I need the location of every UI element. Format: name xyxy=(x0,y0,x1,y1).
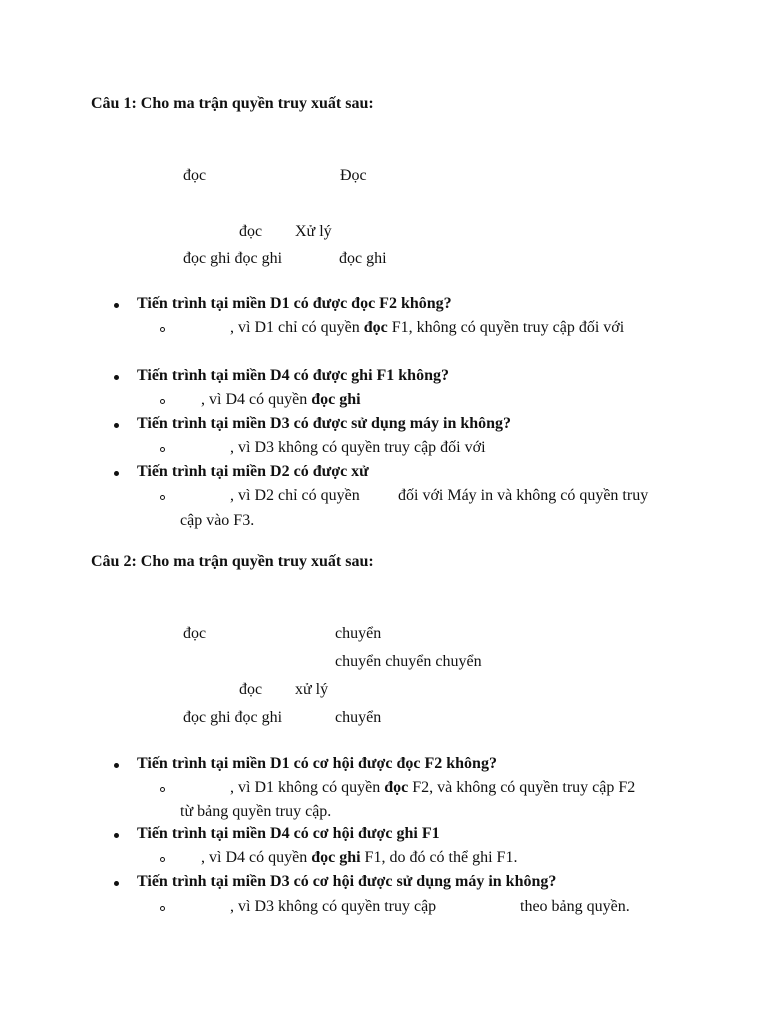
q2-answer-1-line2: từ bảng quyền truy cập. xyxy=(180,803,332,820)
q1-answer-4a: , vì D2 chỉ có quyền xyxy=(230,487,360,504)
sub-bullet-icon xyxy=(160,399,165,404)
q2-question-1: Tiến trình tại miền D1 có cơ hội được đọc F2 không? xyxy=(137,755,497,772)
q1-matrix-cell: đọc ghi đọc ghi xyxy=(183,250,283,267)
bullet-icon xyxy=(114,833,119,838)
sub-bullet-icon xyxy=(160,447,165,452)
q2-matrix-cell: đọc xyxy=(183,625,207,642)
bullet-icon xyxy=(114,375,119,380)
bullet-icon xyxy=(114,423,119,428)
q1-matrix-cell: đọc xyxy=(239,223,263,240)
q1-matrix-cell: đọc ghi xyxy=(339,250,387,267)
q2-title: Câu 2: Cho ma trận quyền truy xuất sau: xyxy=(91,553,374,570)
q2-answer-3a: , vì D3 không có quyền truy cập xyxy=(230,898,437,915)
q2-answer-1: , vì D1 không có quyền đọc F2, và không có quyền truy cập F2 xyxy=(230,779,636,796)
sub-bullet-icon xyxy=(160,787,165,792)
q2-matrix-cell: đọc ghi đọc ghi xyxy=(183,709,283,726)
q1-answer-2: , vì D4 có quyền đọc ghi xyxy=(201,391,361,408)
bullet-icon xyxy=(114,763,119,768)
q2-matrix-cell: chuyển xyxy=(335,625,382,642)
q1-title: Câu 1: Cho ma trận quyền truy xuất sau: xyxy=(91,95,374,112)
q1-matrix-cell: Đọc xyxy=(340,167,367,184)
q2-question-3: Tiến trình tại miền D3 có cơ hội được sử dụng máy in không? xyxy=(137,873,557,890)
q2-answer-2: , vì D4 có quyền đọc ghi F1, do đó có thể ghi F1. xyxy=(201,849,518,866)
q1-question-2: Tiến trình tại miền D4 có được ghi F1 không? xyxy=(137,367,449,384)
q1-question-4: Tiến trình tại miền D2 có được xử xyxy=(137,463,369,480)
q1-answer-4-line2: cập vào F3. xyxy=(180,512,255,529)
q2-matrix-cell: chuyển chuyển chuyển xyxy=(335,653,482,670)
bullet-icon xyxy=(114,881,119,886)
q1-matrix-cell: đọc xyxy=(183,167,207,184)
q2-question-2: Tiến trình tại miền D4 có cơ hội được ghi F1 xyxy=(137,825,440,842)
q1-matrix-cell: Xử lý xyxy=(295,223,332,240)
q1-answer-1: , vì D1 chỉ có quyền đọc F1, không có quyền truy cập đối với xyxy=(230,319,625,336)
q1-answer-4b: đối với Máy in và không có quyền truy xyxy=(398,487,649,504)
bullet-icon xyxy=(114,303,119,308)
sub-bullet-icon xyxy=(160,327,165,332)
q1-question-3: Tiến trình tại miền D3 có được sử dụng máy in không? xyxy=(137,415,512,432)
q1-question-1: Tiến trình tại miền D1 có được đọc F2 không? xyxy=(137,295,452,312)
q1-answer-3: , vì D3 không có quyền truy cập đối với xyxy=(230,439,486,456)
sub-bullet-icon xyxy=(160,495,165,500)
bullet-icon xyxy=(114,471,119,476)
q2-matrix-cell: đọc xyxy=(239,681,263,698)
q2-matrix-cell: chuyển xyxy=(335,709,382,726)
q2-answer-3b: theo bảng quyền. xyxy=(520,898,630,915)
sub-bullet-icon xyxy=(160,857,165,862)
sub-bullet-icon xyxy=(160,906,165,911)
q2-matrix-cell: xử lý xyxy=(295,681,329,698)
